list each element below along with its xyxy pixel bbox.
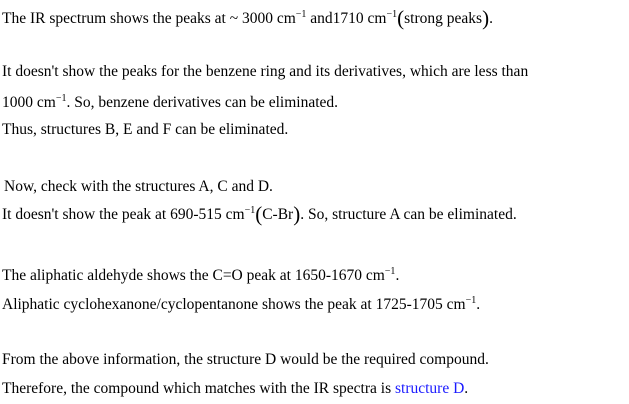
text-segment: C-Br [262,206,294,223]
text-segment: It doesn't show the peak at 690-515 cm [2,206,245,223]
aldehyde-statement [2,266,399,286]
paren-open: ( [397,6,405,30]
final-answer [2,379,468,399]
conclusion-statement: From the above information, the structure D would be the required compound. [2,351,489,368]
text-segment: and1710 cm [306,10,387,27]
paren-close: ) [482,6,490,30]
text-segment: The aliphatic aldehyde shows the C=O peak at 1650-1670 cm [2,267,385,284]
text-segment: . [464,380,469,397]
text-segment: . [489,10,493,27]
paren-open: ( [255,202,263,226]
ketone-statement [2,295,480,315]
superscript: −1 [386,9,398,20]
text-segment: The IR spectrum shows the peaks at ~ 3000 cm [2,10,296,27]
superscript: −1 [244,205,256,216]
superscript: −1 [465,295,477,306]
superscript: −1 [55,93,67,104]
text-segment: 1000 cm [2,94,56,111]
ir-peaks-statement [2,6,493,30]
superscript: −1 [295,9,307,20]
superscript: −1 [384,266,396,277]
elimination-bef: Thus, structures B, E and F can be eliminated. [2,121,289,138]
paren-close: ) [293,202,301,226]
benzene-statement: It doesn't show the peaks for the benzene ring and its derivatives, which are less than [2,63,529,80]
text-segment: strong peaks [404,10,483,27]
text-segment: Aliphatic cyclohexanone/cyclopentanone shows the peak at 1725-1705 cm [2,296,466,313]
text-segment: Therefore, the compound which matches with the IR spectra is [2,380,395,397]
check-structures: Now, check with the structures A, C and D. [4,178,273,195]
answer-link[interactable]: structure D [394,380,465,397]
text-segment: . So, structure A can be eliminated. [300,206,517,223]
benzene-statement-continued [2,93,338,113]
text-segment: . [476,296,481,313]
text-segment: . [395,267,400,284]
text-segment: . So, benzene derivatives can be eliminated. [66,94,339,111]
c-br-statement [2,202,517,226]
